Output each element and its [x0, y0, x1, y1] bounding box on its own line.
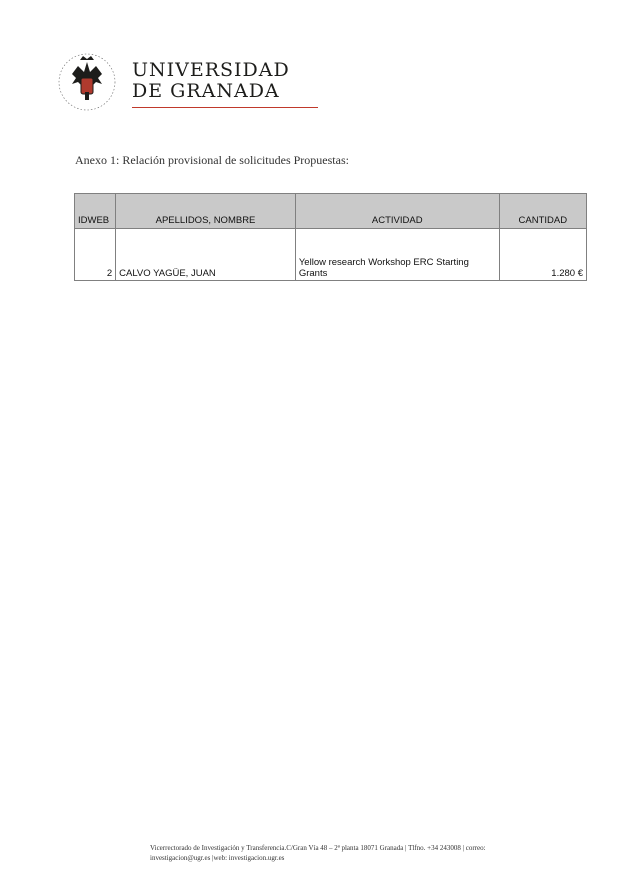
logo-underline	[132, 107, 318, 108]
annex-title: Anexo 1: Relación provisional de solicitudes Propuestas:	[75, 153, 349, 167]
cell-amount: 1.280 €	[499, 229, 586, 281]
logo-line-2: DE GRANADA	[132, 80, 280, 102]
footer-line-1: Vicerrectorado de Investigación y Transferencia.C/Gran Vía 48 – 2ª planta 18071 Granada | Tlfno. +34 243008 | correo:	[150, 844, 486, 852]
cell-idweb: 2	[75, 229, 116, 281]
column-header-amount: CANTIDAD	[499, 194, 586, 229]
column-header-activity: ACTIVIDAD	[295, 194, 499, 229]
column-header-name: APELLIDOS, NOMBRE	[116, 194, 296, 229]
applications-table	[74, 193, 587, 281]
cell-activity-line-2: Grants	[298, 268, 328, 279]
university-logo	[56, 52, 290, 112]
cell-activity-line-1: Yellow research Workshop ERC Starting	[298, 257, 469, 268]
footer-line-2: investigacion@ugr.es |web: investigacion.ugr.es	[150, 854, 285, 862]
university-crest-icon	[56, 52, 118, 112]
logo-wordmark	[132, 60, 290, 102]
logo-line-1: UNIVERSIDAD	[132, 59, 290, 81]
cell-name: CALVO YAGÜE, JUAN	[116, 229, 296, 281]
cell-activity	[295, 229, 499, 281]
table-row	[75, 229, 587, 281]
page-footer	[150, 843, 570, 863]
table-header-row	[75, 194, 587, 229]
column-header-idweb: IDWEB	[75, 194, 116, 229]
